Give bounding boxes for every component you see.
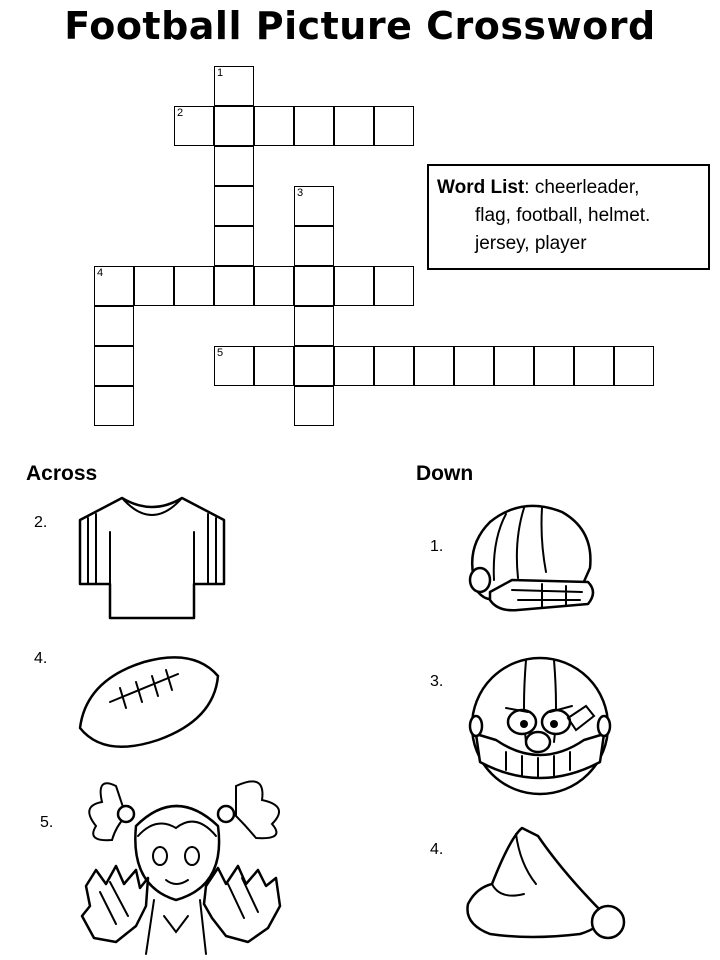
crossword-cell[interactable] [214,146,254,186]
crossword-cell[interactable] [414,346,454,386]
crossword-cell[interactable] [174,106,214,146]
word-list-line-3: jersey, player [475,233,587,254]
crossword-cell[interactable] [294,226,334,266]
clue-number-2: 2 [177,107,184,119]
clue-number-3: 3 [297,187,304,199]
crossword-cell[interactable] [94,386,134,426]
crossword-cell[interactable] [94,306,134,346]
crossword-cell[interactable] [214,186,254,226]
cheerleader-icon [76,766,306,956]
clue-number-5: 5 [217,347,224,359]
crossword-cell[interactable] [254,266,294,306]
crossword-cell[interactable] [214,226,254,266]
crossword-cell[interactable] [294,106,334,146]
word-list-line-1: : cheerleader, [524,177,640,198]
down-clue-4-number: 4. [430,841,444,858]
across-clue-2-number: 2. [34,514,48,531]
helmet-icon [462,500,602,622]
crossword-cell[interactable] [214,266,254,306]
crossword-cell[interactable] [294,266,334,306]
football-icon [74,650,224,750]
crossword-cell[interactable] [374,266,414,306]
down-heading: Down [416,462,474,485]
crossword-cell[interactable] [214,346,254,386]
crossword-cell[interactable] [174,266,214,306]
crossword-cell[interactable] [374,346,414,386]
clue-number-1: 1 [217,67,224,79]
crossword-cell[interactable] [334,266,374,306]
crossword-cell[interactable] [374,106,414,146]
flag-icon [460,824,630,948]
crossword-cell[interactable] [334,106,374,146]
crossword-cell[interactable] [334,346,374,386]
across-clue-4-number: 4. [34,650,48,667]
word-list-box [427,164,710,270]
crossword-cell[interactable] [294,186,334,226]
word-list-line-2: flag, football, helmet. [475,205,651,226]
down-clue-1-number: 1. [430,538,444,555]
crossword-cell[interactable] [94,266,134,306]
across-clue-5-number: 5. [40,814,54,831]
down-clue-3-number: 3. [430,673,444,690]
crossword-cell[interactable] [454,346,494,386]
crossword-cell[interactable] [294,306,334,346]
crossword-cell[interactable] [614,346,654,386]
jersey-icon [74,492,230,622]
crossword-cell[interactable] [534,346,574,386]
crossword-cell[interactable] [214,106,254,146]
page-title: Football Picture Crossword [64,4,656,48]
crossword-cell[interactable] [214,66,254,106]
crossword-cell[interactable] [254,346,294,386]
across-heading: Across [26,462,98,485]
crossword-cell[interactable] [294,386,334,426]
crossword-cell[interactable] [254,106,294,146]
crossword-cell[interactable] [134,266,174,306]
crossword-cell[interactable] [494,346,534,386]
crossword-cell[interactable] [94,346,134,386]
crossword-cell[interactable] [574,346,614,386]
clue-number-4: 4 [97,267,104,279]
crossword-cell[interactable] [294,346,334,386]
player-icon [466,650,614,800]
word-list-label: Word List [437,177,525,198]
